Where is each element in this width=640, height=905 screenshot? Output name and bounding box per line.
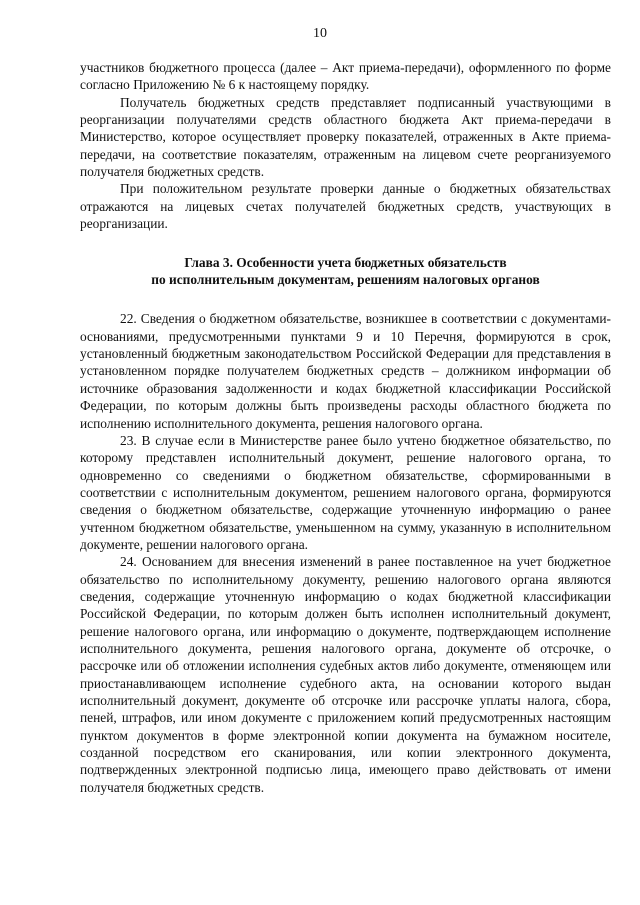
paragraph-act-submission: Получатель бюджетных средств представляет подписанный участвующими в реорганизации получателями средств областного бюджета Акт приема-передачи в Министерство, которое осуществляет проверку показателей, отраженных в Акте приема-передачи, на соответствие показателям, отраженным на лицевом счете реорганизуемого получателя бюджетных средств. (80, 94, 611, 180)
paragraph-item-22: 22. Сведения о бюджетном обязательстве, возникшее в соответствии с документами-основаниями, предусмотренными пунктами 9 и 10 Перечня, формируются в срок, установленный бюджетным законодательством Российской Федерации для представления в установленном порядке получателем бюджетных средств – должником информации об источнике образования задолженности и кодах бюджетной классификации Российской Федерации, по которым должны быть произведены расходы областного бюджета по исполнению исполнительного документа, решения налогового органа. (80, 311, 611, 431)
page-number: 10 (313, 26, 327, 41)
chapter-title-line-1: Глава 3. Особенности учета бюджетных обязательств (184, 255, 507, 271)
paragraph-item-23: 23. В случае если в Министерстве ранее было учтено бюджетное обязательство, по которому представлен исполнительный документ, решение налогового органа, то одновременно со сведениями о бюджетном обязательстве, сформированными в соответствии с исполнительным документом, решением налогового органа, формируются сведения о бюджетном обязательстве, содержащие уточненную информацию о ранее учтенном бюджетном обязательстве, уменьшенном на сумму, указанную в исполнительном документе, решении налогового органа. (80, 432, 611, 552)
paragraph-item-24: 24. Основанием для внесения изменений в ранее поставленное на учет бюджетное обязательство по исполнительному документу, решению налогового органа являются сведения, содержащие уточненную информацию о кодах бюджетной классификации Российской Федерации, по которым должен быть исполнен исполнительный документ, решение налогового органа, или информацию о документе, подтверждающем исполнение исполнительного документа, решения налогового органа, документе об отсрочке, о рассрочке или об отложении исполнения судебных актов либо документе, отменяющем или приостанавливающем исполнение судебного акта, на основании которого выдан исполнительный документ, документе об отсрочке или рассрочке уплаты налога, сбора, пеней, штрафов, или ином документе с приложением копий предусмотренных настоящим пунктом документов в форме электронной копии документа на бумажном носителе, созданной посредством его сканирования, или копии электронного документа, подтвержденных электронной подписью лица, имеющего право действовать от имени получателя бюджетных средств. (80, 554, 611, 795)
chapter-title-line-2: по исполнительным документам, решениям налоговых органов (151, 272, 540, 288)
document-body (80, 59, 611, 796)
paragraph-continuation: участников бюджетного процесса (далее – Акт приема-передачи), оформленного по форме согласно Приложению № 6 к настоящему порядку. (80, 60, 611, 93)
chapter-heading (80, 254, 611, 288)
paragraph-verification-result: При положительном результате проверки данные о бюджетных обязательствах отражаются на лицевых счетах получателей бюджетных средств, участвующих в реорганизации. (80, 181, 611, 232)
